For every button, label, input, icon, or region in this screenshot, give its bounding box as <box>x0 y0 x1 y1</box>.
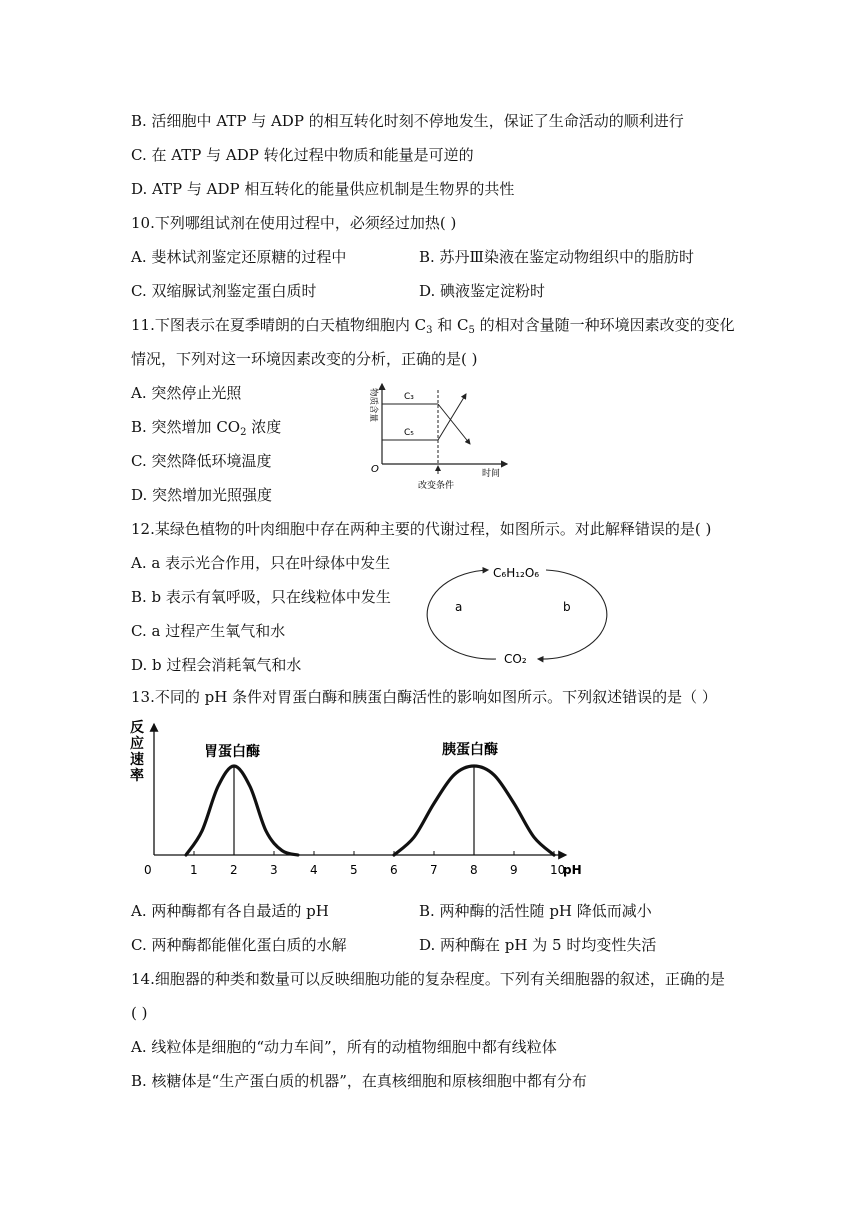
q12-option-b: B. b 表示有氧呼吸，只在线粒体中发生 <box>131 588 391 606</box>
q12-arc-a <box>427 570 496 659</box>
q13-stem: 13.不同的 pH 条件对胃蛋白酶和胰蛋白酶活性的影响如图所示。下列叙述错误的是（ ） <box>131 688 717 706</box>
q12-option-c: C. a 过程产生氧气和水 <box>131 622 286 640</box>
q13-x-tick-label: 2 <box>230 863 238 877</box>
q11-change-label: 改变条件 <box>418 481 455 491</box>
q11-option-a: A. 突然停止光照 <box>131 384 242 402</box>
q13-x-tick-label: 10 <box>550 863 566 877</box>
q12-option-d: D. b 过程会消耗氧气和水 <box>131 656 302 674</box>
q11-figure <box>362 380 512 498</box>
q11-ylabel: 物质含量 <box>368 388 378 423</box>
q13-x-tick-label: 7 <box>430 863 438 877</box>
q10-option-a: A. 斐林试剂鉴定还原糖的过程中 <box>131 248 347 266</box>
q13-x-tick-label: 3 <box>270 863 278 877</box>
q14-option-a: A. 线粒体是细胞的“动力车间”，所有的动植物细胞中都有线粒体 <box>131 1038 557 1056</box>
q14-stem-line1: 14.细胞器的种类和数量可以反映细胞功能的复杂程度。下列有关细胞器的叙述，正确的是 <box>131 970 725 988</box>
q10-option-d: D. 碘液鉴定淀粉时 <box>419 282 546 300</box>
q12-option-a: A. a 表示光合作用，只在叶绿体中发生 <box>131 554 391 572</box>
q9-option-b: B. 活细胞中 ATP 与 ADP 的相互转化时刻不停地发生，保证了生命活动的顺利进行 <box>131 112 684 130</box>
q12-label-b: b <box>563 600 571 614</box>
q11-stem-line2: 情况，下列对这一环境因素改变的分析，正确的是( ) <box>131 350 478 368</box>
q13-x-tick-label: 4 <box>310 863 318 877</box>
q13-series-label-1: 胰蛋白酶 <box>442 742 498 758</box>
q11-option-d: D. 突然增加光照强度 <box>131 486 273 504</box>
q13-option-b: B. 两种酶的活性随 pH 降低而减小 <box>419 902 652 920</box>
q11-option-c: C. 突然降低环境温度 <box>131 452 272 470</box>
q11-stem-part1: 11.下图表示在夏季晴朗的白天植物细胞内 C <box>131 316 427 334</box>
q13-xlabel: pH <box>563 863 582 877</box>
q11-c3-label: C₃ <box>404 392 414 402</box>
q11-stem-line1 <box>131 315 735 335</box>
q13-x-tick-label: 9 <box>510 863 518 877</box>
q11-option-b <box>131 417 281 437</box>
q13-x-tick-label: 1 <box>190 863 198 877</box>
q10-option-c: C. 双缩脲试剂鉴定蛋白质时 <box>131 282 317 300</box>
q13-option-a: A. 两种酶都有各自最适的 pH <box>131 902 329 920</box>
q11-stem-part3: 的相对含量随一种环境因素改变的变化 <box>474 316 735 334</box>
q12-arc-b <box>538 570 607 659</box>
q10-stem: 10.下列哪组试剂在使用过程中，必须经过加热( ) <box>131 214 457 232</box>
q12-top-label: C₆H₁₂O₆ <box>493 566 540 580</box>
q13-x-tick-label: 8 <box>470 863 478 877</box>
q9-option-d: D. ATP 与 ADP 相互转化的能量供应机制是生物界的共性 <box>131 180 515 198</box>
q11-c3-change-arrow <box>438 404 470 444</box>
q12-bottom-label: CO₂ <box>504 652 527 666</box>
q11-origin-label: O <box>371 464 379 475</box>
q11-sub-c3: 3 <box>426 325 433 336</box>
q13-x-tick-label: 6 <box>390 863 398 877</box>
q11-c5-label: C₅ <box>404 428 414 438</box>
q12-stem: 12.某绿色植物的叶肉细胞中存在两种主要的代谢过程，如图所示。对此解释错误的是( ) <box>131 520 712 538</box>
q13-series-label-0: 胃蛋白酶 <box>204 744 260 760</box>
q12-label-a: a <box>455 600 463 614</box>
q11-stem-part2: 和 C <box>432 316 469 334</box>
q11-option-b-part2: 浓度 <box>246 418 282 436</box>
q13-ylabel: 反应速率 <box>130 720 144 784</box>
q11-option-b-part1: B. 突然增加 CO <box>131 418 241 436</box>
q12-figure <box>446 558 586 670</box>
q10-option-b: B. 苏丹Ⅲ染液在鉴定动物组织中的脂肪时 <box>419 248 695 266</box>
q13-series-curve-0 <box>186 766 298 855</box>
q14-option-b: B. 核糖体是“生产蛋白质的机器”，在真核细胞和原核细胞中都有分布 <box>131 1072 587 1090</box>
q9-option-c: C. 在 ATP 与 ADP 转化过程中物质和能量是可逆的 <box>131 146 474 164</box>
q13-x-tick-label: 0 <box>144 863 152 877</box>
q13-x-tick-label: 5 <box>350 863 358 877</box>
q14-stem-line2: ( ) <box>131 1004 148 1022</box>
q13-option-c: C. 两种酶都能催化蛋白质的水解 <box>131 936 347 954</box>
q13-chart <box>128 718 582 878</box>
q11-option-b-sub: 2 <box>240 427 247 438</box>
q11-sub-c5: 5 <box>468 325 475 336</box>
q11-xlabel: 时间 <box>482 469 501 479</box>
q13-option-d: D. 两种酶在 pH 为 5 时均变性失活 <box>419 936 657 954</box>
